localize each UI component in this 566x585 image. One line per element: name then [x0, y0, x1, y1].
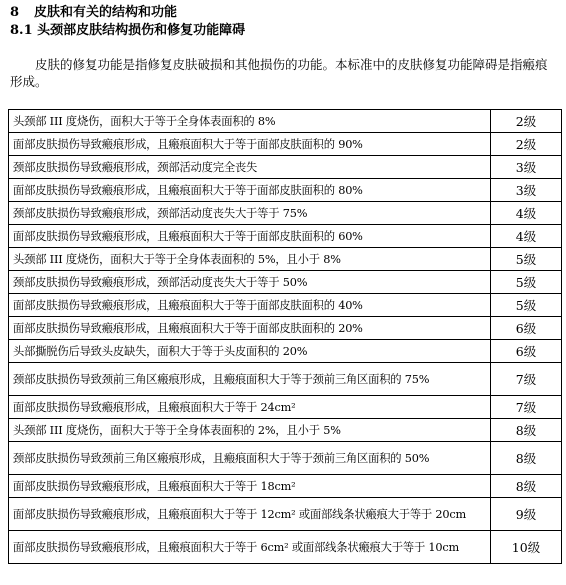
disability-grade-table — [8, 109, 562, 564]
injury-description: 颈部皮肤损伤导致瘢痕形成，颈部活动度丧失大于等于 75% — [9, 202, 491, 225]
injury-description: 颈部皮肤损伤导致颈前三角区瘢痕形成，且瘢痕面积大于等于颈前三角区面积的 50% — [9, 442, 491, 475]
disability-grade: 2级 — [491, 133, 562, 156]
disability-grade: 7级 — [491, 396, 562, 419]
injury-description: 头部撕脱伤后导致头皮缺失，面积大于等于头皮面积的 20% — [9, 340, 491, 363]
disability-grade: 8级 — [491, 419, 562, 442]
table-row — [9, 340, 562, 363]
table-row — [9, 110, 562, 133]
injury-description: 面部皮肤损伤导致瘢痕形成，且瘢痕面积大于等于 6cm² 或面部线条状瘢痕大于等于 10cm — [9, 531, 491, 564]
injury-description: 面部皮肤损伤导致瘢痕形成，且瘢痕面积大于等于面部皮肤面积的 90% — [9, 133, 491, 156]
table-row — [9, 179, 562, 202]
section-number: 8 — [10, 5, 20, 20]
table-row — [9, 156, 562, 179]
injury-description: 面部皮肤损伤导致瘢痕形成，且瘢痕面积大于等于 24cm² — [9, 396, 491, 419]
section-heading — [10, 1, 177, 20]
section-title: 皮肤和有关的结构和功能 — [34, 5, 178, 20]
disability-grade: 5级 — [491, 271, 562, 294]
table-row — [9, 419, 562, 442]
table-body — [9, 110, 562, 564]
disability-grade: 2级 — [491, 110, 562, 133]
disability-grade: 8级 — [491, 442, 562, 475]
table-row — [9, 363, 562, 396]
table-row — [9, 317, 562, 340]
disability-grade: 3级 — [491, 156, 562, 179]
injury-description: 面部皮肤损伤导致瘢痕形成，且瘢痕面积大于等于 12cm² 或面部线条状瘢痕大于等于 20cm — [9, 498, 491, 531]
injury-description: 颈部皮肤损伤导致瘢痕形成，颈部活动度完全丧失 — [9, 156, 491, 179]
table-row — [9, 271, 562, 294]
disability-grade: 7级 — [491, 363, 562, 396]
table-row — [9, 396, 562, 419]
injury-description: 头颈部 III 度烧伤，面积大于等于全身体表面积的 8% — [9, 110, 491, 133]
table-row — [9, 294, 562, 317]
disability-grade: 9级 — [491, 498, 562, 531]
table-row — [9, 202, 562, 225]
table-row — [9, 531, 562, 564]
injury-description: 头颈部 III 度烧伤，面积大于等于全身体表面积的 5%，且小于 8% — [9, 248, 491, 271]
table-row — [9, 498, 562, 531]
disability-grade: 3级 — [491, 179, 562, 202]
table-row — [9, 442, 562, 475]
table-row — [9, 133, 562, 156]
disability-grade: 8级 — [491, 475, 562, 498]
disability-grade: 4级 — [491, 225, 562, 248]
injury-description: 面部皮肤损伤导致瘢痕形成，且瘢痕面积大于等于面部皮肤面积的 60% — [9, 225, 491, 248]
disability-grade: 6级 — [491, 340, 562, 363]
injury-description: 面部皮肤损伤导致瘢痕形成，且瘢痕面积大于等于面部皮肤面积的 40% — [9, 294, 491, 317]
disability-grade: 6级 — [491, 317, 562, 340]
injury-description: 面部皮肤损伤导致瘢痕形成，且瘢痕面积大于等于面部皮肤面积的 20% — [9, 317, 491, 340]
table-row — [9, 248, 562, 271]
disability-grade: 4级 — [491, 202, 562, 225]
table-row — [9, 475, 562, 498]
disability-grade: 10级 — [491, 531, 562, 564]
table-row — [9, 225, 562, 248]
injury-description: 面部皮肤损伤导致瘢痕形成，且瘢痕面积大于等于面部皮肤面积的 80% — [9, 179, 491, 202]
injury-description: 头颈部 III 度烧伤，面积大于等于全身体表面积的 2%，且小于 5% — [9, 419, 491, 442]
injury-description: 面部皮肤损伤导致瘢痕形成，且瘢痕面积大于等于 18cm² — [9, 475, 491, 498]
injury-description: 颈部皮肤损伤导致瘢痕形成，颈部活动度丧失大于等于 50% — [9, 271, 491, 294]
injury-description: 颈部皮肤损伤导致颈前三角区瘢痕形成，且瘢痕面积大于等于颈前三角区面积的 75% — [9, 363, 491, 396]
intro-paragraph: 皮肤的修复功能是指修复皮肤破损和其他损伤的功能。本标准中的皮肤修复功能障碍是指瘢痕形成。 — [10, 57, 548, 89]
disability-grade: 5级 — [491, 294, 562, 317]
disability-grade: 5级 — [491, 248, 562, 271]
subsection-heading: 8.1 头颈部皮肤结构损伤和修复功能障碍 — [10, 23, 246, 38]
